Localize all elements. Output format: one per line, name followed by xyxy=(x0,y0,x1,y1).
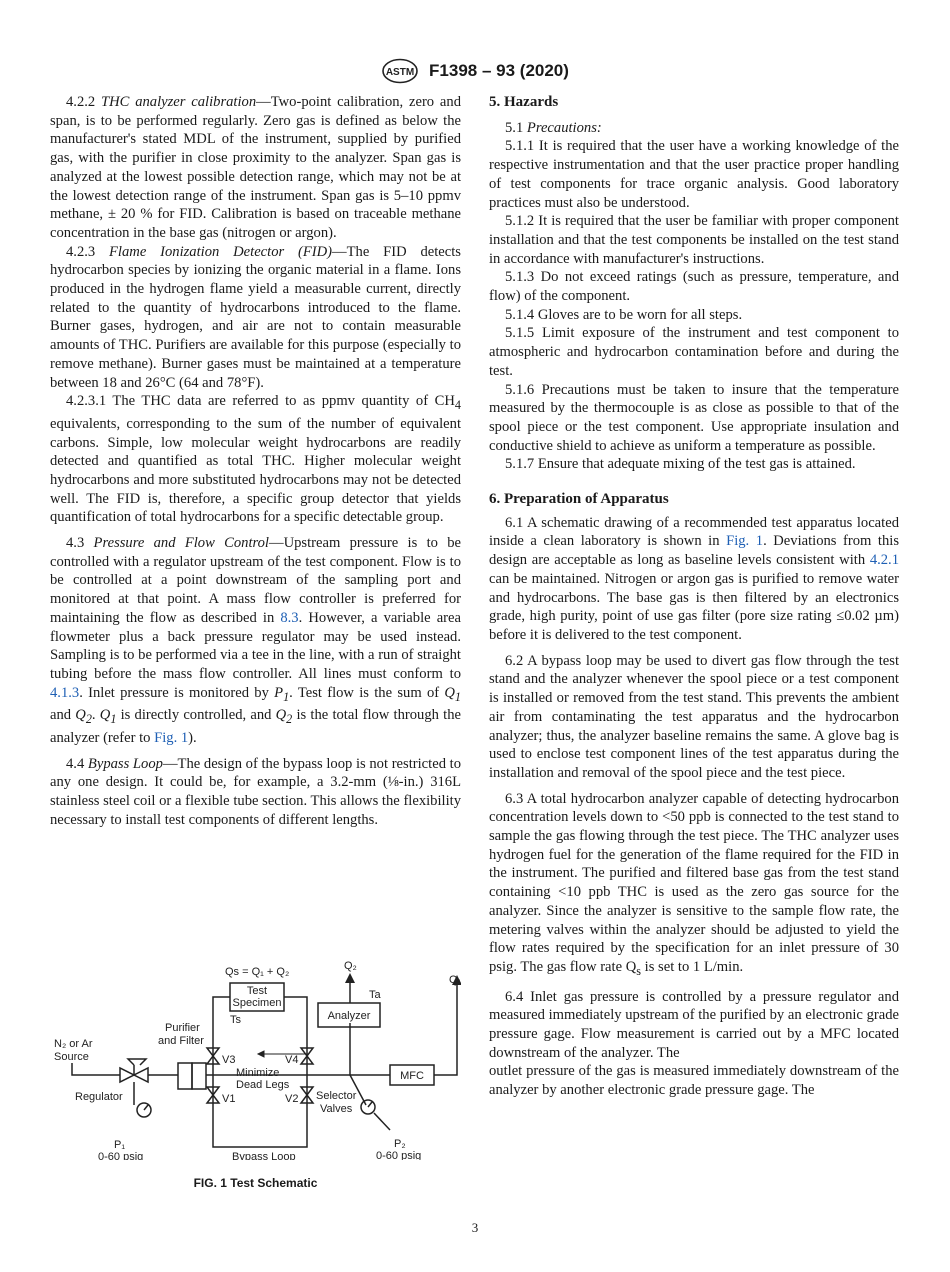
svg-text:Specimen: Specimen xyxy=(232,997,282,1009)
paragraph-6-4: 6.4 Inlet gas pressure is controlled by a pressure regulator and measured immediately upstream of the purified by an electronic grade pressure gage. Flow measurement is carried out by a MFC located downstream of the analyzer. The xyxy=(489,988,899,1061)
page-number: 3 xyxy=(471,1220,479,1235)
svg-text:V2: V2 xyxy=(285,1093,299,1105)
section-6-heading: 6. Preparation of Apparatus xyxy=(489,491,669,508)
svg-text:Source: Source xyxy=(54,1051,89,1063)
paragraph-4-4: 4.4 Bypass Loop—The design of the bypass loop is not restricted to any one design. It could be, for example, a 3.2-mm (⅛-in.) 316L stainless steel coil or a flexible tube section. This allows the flexibility necessary to install test components of different lengths. xyxy=(50,755,462,828)
svg-text:and Filter: and Filter xyxy=(158,1035,204,1047)
svg-text:Selector: Selector xyxy=(316,1090,357,1102)
svg-text:P₂: P₂ xyxy=(394,1138,406,1150)
svg-text:Test: Test xyxy=(246,985,268,997)
standard-designation: F1398 – 93 (2020) xyxy=(429,61,569,80)
source-line xyxy=(72,1063,120,1075)
schematic-diagram xyxy=(50,955,461,1160)
test-schematic-figure xyxy=(50,955,461,1160)
ref-fig-1-link[interactable]: Fig. 1 xyxy=(154,729,189,746)
svg-text:P₁: P₁ xyxy=(114,1139,126,1151)
paragraph-4-2-3: 4.2.3 Flame Ionization Detector (FID)—The FID detects hydrocarbon species by ionizing the organic material in a flame. Ions produced in the hydrogen flame yield a measurable current, directly related to the quantity of hydrocarbons introduced to the flame. Burner gases, hydrogen, and air are not to contain measurable amounts of THC. Purifiers are available for this purpose (especially to remove methane). Burner gases must be maintained at a temperature between 18 and 26°C (64 and 78°F). xyxy=(50,243,461,391)
paragraph-5-1-2: 5.1.2 It is required that the user be familiar with proper component installation and that the test components be installed on the test stand in accordance with manufacturer's instructions. xyxy=(489,213,899,267)
paragraph-5-1-5: 5.1.5 Limit exposure of the instrument and test component to atmospheric and hydrocarbon contamination before and during the test. xyxy=(489,325,899,379)
paragraph-5-1-4: 5.1.4 Gloves are to be worn for all steps. xyxy=(505,306,743,323)
svg-text:Qs = Q₁ + Q₂: Qs = Q₁ + Q₂ xyxy=(225,966,290,978)
figure-caption: FIG. 1 Test Schematic xyxy=(193,1176,318,1190)
left-column xyxy=(50,93,461,829)
astm-logo-icon xyxy=(381,58,419,84)
svg-text:Valves: Valves xyxy=(320,1103,353,1115)
ref-8-3-link[interactable]: 8.3 xyxy=(280,609,299,626)
svg-text:Q₁: Q₁ xyxy=(449,974,461,986)
svg-text:Analyzer: Analyzer xyxy=(327,1010,371,1022)
minimize-arrow-icon xyxy=(258,1051,308,1057)
svg-text:V3: V3 xyxy=(222,1054,236,1066)
paragraph-5-1-1: 5.1.1 It is required that the user have a working knowledge of the respective instrumentation and that the user practice proper handling of test components for trace organic analysis. Good laboratory practices must also be understood. xyxy=(489,138,899,211)
svg-text:V1: V1 xyxy=(222,1093,236,1105)
ref-4-2-1-link[interactable]: 4.2.1 xyxy=(869,552,899,569)
svg-text:Q₂: Q₂ xyxy=(344,960,357,972)
right-column xyxy=(489,93,899,1100)
paragraph-4-2-3-1: 4.2.3.1 The THC data are referred to as ppmv quantity of $CH_4$ equivalents, corresponding to the sum of the number of equivalent carbons. Simple, low molecular weight hydrocarbons are readily detected and quantified as total THC. Higher molecular weight hydrocarbons and more substituted hydrocarbons may not be detected well. The FID is, therefore, a specific group detector that yields quantification of total hydrocarbons for a specific detectable group. xyxy=(50,393,461,526)
svg-text:N₂ or Ar: N₂ or Ar xyxy=(54,1038,93,1050)
svg-text:Ts: Ts xyxy=(230,1014,241,1026)
paragraph-5-1: 5.1 Precautions: xyxy=(505,119,602,136)
svg-text:V4: V4 xyxy=(285,1054,299,1066)
page-header xyxy=(0,58,950,84)
section-5-heading: 5. Hazards xyxy=(489,94,559,110)
paragraph-6-1: 6.1 A schematic drawing of a recommended test apparatus located inside a clean laboratory is shown in Fig. 1. Deviations from this design are acceptable as long as baseline levels consistent with 4.2.1 can be maintained. Nitrogen or argon gas is purified to remove water and hydrocarbons. The base gas is then filtered by an electronics grade, high purity, point of use gas filter (pore size rating ≤0.02 µm) before it is delivered to the test component. xyxy=(489,514,900,643)
q2-arrow-icon xyxy=(345,973,355,983)
svg-text:Minimize: Minimize xyxy=(236,1067,280,1079)
paragraph-5-1-6: 5.1.6 Precautions must be taken to insure that the temperature measured by the thermocouple is as close as possible to that of the spool piece or the test component. Use appropriate insulation and conductive shield to achieve as uniform a temperature as possible. xyxy=(489,381,899,454)
svg-text:0-60 psig: 0-60 psig xyxy=(98,1151,144,1160)
svg-text:Dead Legs: Dead Legs xyxy=(236,1079,290,1091)
svg-text:Ta: Ta xyxy=(369,989,381,1001)
paragraph-6-4-continued: outlet pressure of the gas is measured immediately downstream of the analyzer by another electronic grade pressure gage. The xyxy=(489,1063,899,1099)
paragraph-4-3: 4.3 Pressure and Flow Control—Upstream pressure is to be controlled with a regulator upstream of the test component. Flow is to be controlled at a point downstream of the sampling port and monitored at that point. A mass flow controller is preferred for maintaining the flow as described in 8.3. However, a variable area flowmeter plus a back pressure regulator may be used instead. Sampling is to be performed via a tee in the line, with a run of straight tubing before the mass flow controller. All lines must conform to 4.1.3. Inlet pressure is monitored by $P_1$. Test flow is the sum of $Q_1$ and $Q_2$. $Q_1$ is directly controlled, and $Q_2$ is the total flow through the analyzer (refer to Fig. 1). xyxy=(50,535,461,746)
paragraph-6-3: 6.3 A total hydrocarbon analyzer capable of detecting hydrocarbon concentration levels down to <50 ppb is connected to the test stand to sample the gas flowing through the test piece. The THC analyzer uses hydrogen fuel for the generation of the flame required for the FID in the instrument. The purified and filtered base gas from the test stand containing <10 ppb THC is used as the zero gas source for the analyzer. Since the analyzer is sensitive to the sample flow rate, the metering valves within the analyzer should be adjusted to yield the flow rates required by the specification for an inlet pressure of 30 psig. The gas flow rate $Q_s$ is set to 1 L/min. xyxy=(489,790,899,978)
paragraph-5-1-3: 5.1.3 Do not exceed ratings (such as pressure, temperature, and flow) of the component. xyxy=(489,269,899,305)
filter-box xyxy=(192,1063,206,1089)
paragraph-5-1-7: 5.1.7 Ensure that adequate mixing of the test gas is attained. xyxy=(505,456,856,473)
purifier-box xyxy=(178,1063,192,1089)
ref-fig-1-link[interactable]: Fig. 1 xyxy=(726,533,764,550)
svg-text:0-60 psig: 0-60 psig xyxy=(376,1150,422,1160)
paragraph-4-2-2: 4.2.2 THC analyzer calibration—Two-point calibration, zero and span, is to be performed regularly. Zero gas is defined as below the manufacturer's stated MDL of the instrument, supplied by purified gas, with the purifier in close proximity to the analyzer. Span gas is analyzed at the lowest possible detection range, which may not be at the lowest detection range of the instrument. Span gas is 5–10 ppmv methane, ± 20 % for FID. Calibration is based on traceable methane concentration in the base gas (nitrogen or argon). xyxy=(50,94,461,241)
svg-text:MFC: MFC xyxy=(400,1070,424,1082)
svg-text:Purifier: Purifier xyxy=(165,1022,200,1034)
paragraph-6-2: 6.2 A bypass loop may be used to divert gas flow through the test stand and the analyzer whenever the spool piece or a test component is installed or removed from the test stand. This prevents the ambient air from contaminating the test apparatus and the hydrocarbon analyzer; thus, the analyzer baseline remains the same. A glove bag is used to enclose test component lines of the test apparatus during the installation and removal of the spool piece and the test piece. xyxy=(489,652,899,781)
svg-text:ASTM: ASTM xyxy=(385,67,415,78)
svg-text:Bypass Loop: Bypass Loop xyxy=(232,1151,296,1160)
svg-text:Regulator: Regulator xyxy=(75,1091,123,1103)
ref-4-1-3-link[interactable]: 4.1.3 xyxy=(50,684,80,701)
